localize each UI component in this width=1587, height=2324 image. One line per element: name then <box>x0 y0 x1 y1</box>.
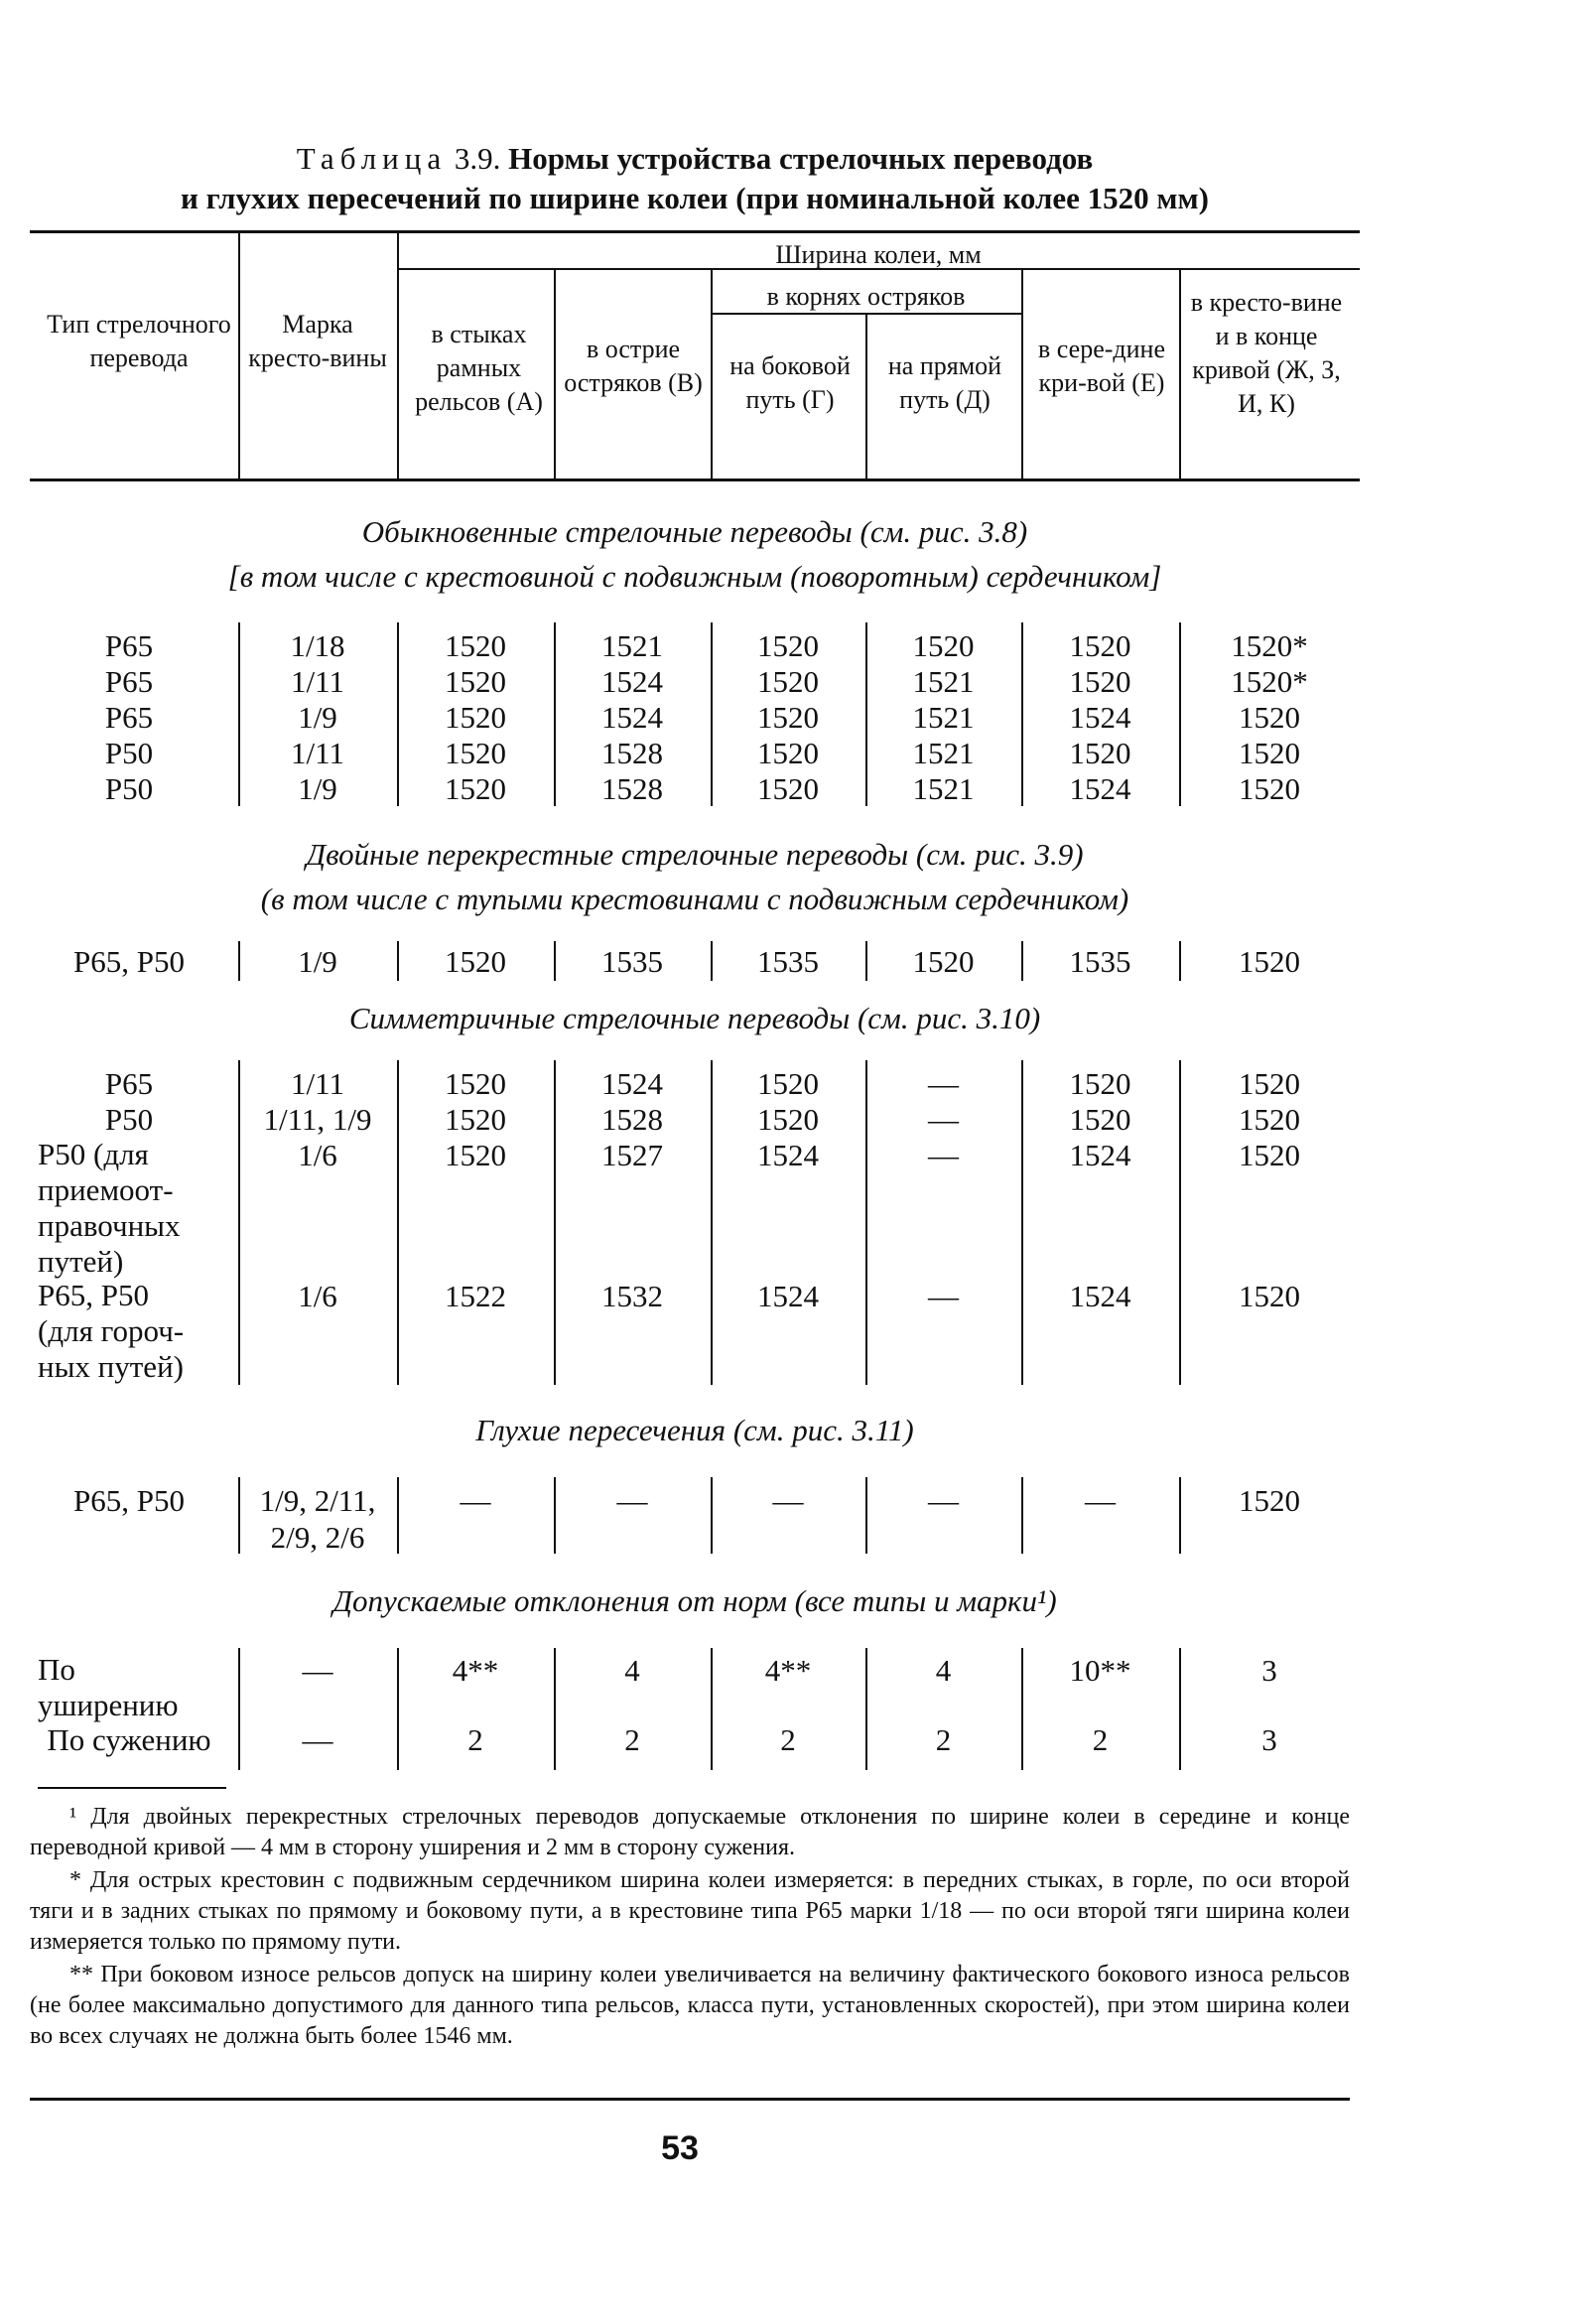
row-mark-value: — <box>302 1653 333 1688</box>
row-type-label: Р50 (для приемоот-правочных путей) <box>38 1137 181 1279</box>
row-width-value: 1520 <box>912 944 975 979</box>
row-type-label: Р50 <box>104 736 154 770</box>
row-type-label: По уширению <box>38 1652 179 1722</box>
row-width-value: 1521 <box>912 664 975 699</box>
row-type-label: Р65 <box>104 664 154 699</box>
header-col-e: в сере-дине кри-вой (Е) <box>1038 335 1165 397</box>
page-bottom-rule <box>30 2098 1350 2101</box>
row-type-label: Р50 <box>104 771 154 806</box>
footnote-star: * Для острых крестовин с подвижным сердечником ширина колеи измеряется: в передних стыках, в горле, по оси второй тяги и в задних стыках по прямому и боковому пути, а в крестовине типа Р65 марки 1/18 — по оси второй тяги ширина колеи измеряется только по прямому пути. <box>30 1867 1350 1955</box>
row-mark-value: 1/11 <box>291 664 344 699</box>
row-mark-value: — <box>302 1722 333 1757</box>
row-width-value: 1520 <box>757 1102 819 1137</box>
row-width-value: 1532 <box>601 1279 663 1313</box>
header-col-a: в стыках рамных рельсов (А) <box>415 320 543 416</box>
row-mark-value: 1/6 <box>298 1279 337 1313</box>
row-width-value: 1520 <box>1069 736 1131 770</box>
header-divider <box>554 268 556 478</box>
row-width-value: 1535 <box>757 944 819 979</box>
table-caption-lead: Таблица <box>296 141 448 176</box>
row-type-label: Р65, Р50 (для гороч-ных путей) <box>38 1278 185 1384</box>
table-title-line1 <box>30 139 1360 179</box>
footnote-rule <box>38 1787 226 1789</box>
section-ordinary-subtitle: [в том числе с крестовиной с подвижным (поворотным) сердечником] <box>227 559 1162 594</box>
row-width-value: 1524 <box>1069 771 1131 806</box>
row-width-value: 4 <box>935 1653 952 1688</box>
row-mark-value: 1/18 <box>290 628 345 663</box>
row-width-value: 1535 <box>601 944 663 979</box>
header-top-rule <box>30 230 1360 233</box>
row-width-value: 1520 <box>1239 1138 1300 1172</box>
row-width-value: 1520 <box>1239 944 1300 979</box>
row-width-value: 1520 <box>757 628 819 663</box>
header-col-d: на прямой путь (Д) <box>887 351 1002 414</box>
row-mark-value: 1/9 <box>298 700 337 735</box>
header-mark: Марка кресто-вины <box>248 310 387 372</box>
row-width-value: — <box>772 1483 804 1518</box>
table-title <box>30 139 1360 218</box>
row-width-value: — <box>460 1483 491 1518</box>
row-width-value: 1520 <box>445 1138 506 1172</box>
header-col-g: на боковой путь (Г) <box>729 351 851 414</box>
footnote-double-star: ** При боковом износе рельсов допуск на ширину колеи увеличивается на величину фактического бокового износа рельсов (не более максимально допустимого для данного типа рельсов, класса пути, установленных скоростей), при этом ширина колеи во всех случаях не должна быть более 1546 мм. <box>30 1962 1350 2049</box>
row-width-value: 1521 <box>601 628 663 663</box>
row-width-value: 1520 <box>912 628 975 663</box>
table-caption-number: 3.9. <box>454 141 501 176</box>
row-width-value: 1520 <box>1069 664 1131 699</box>
row-type-label: Р65, Р50 <box>73 944 185 979</box>
row-width-value: 1524 <box>1069 700 1131 735</box>
header-type: Тип стрелочного перевода <box>47 310 231 372</box>
row-width-value: 1535 <box>1069 944 1131 979</box>
section-double-subtitle: (в том числе с тупыми крестовинами с подвижным сердечником) <box>260 882 1129 916</box>
row-width-value: 2 <box>1092 1722 1109 1757</box>
row-width-value: 1527 <box>601 1138 663 1172</box>
row-width-value: 1520 <box>445 1066 506 1101</box>
table-title-text-2: и глухих пересечений по ширине колеи (при номинальной колее 1520 мм) <box>181 181 1209 215</box>
row-width-value: 1520 <box>1069 1066 1131 1101</box>
header-width-group: Ширина колеи, мм <box>775 240 982 269</box>
header-col-zh: в кресто-вине и в конце кривой (Ж, З, И, К) <box>1190 288 1343 418</box>
row-type-label: Р65 <box>104 628 154 663</box>
row-width-value: 1520 <box>1239 1279 1300 1313</box>
row-mark-value: 1/11 <box>291 1066 344 1101</box>
row-width-value: 1524 <box>601 664 663 699</box>
row-width-value: — <box>928 1102 959 1137</box>
row-width-value: 3 <box>1261 1653 1277 1688</box>
footnote-1: ¹ Для двойных перекрестных стрелочных переводов допускаемые отклонения по ширине колеи в середине и конце переводной кривой — 4 мм в сторону уширения и 2 мм в сторону сужения. <box>30 1804 1350 1860</box>
row-width-value: 2 <box>780 1722 796 1757</box>
row-width-value: 1520 <box>1239 771 1300 806</box>
row-width-value: 1520 <box>1069 1102 1131 1137</box>
row-width-value: — <box>928 1279 959 1313</box>
row-width-value: 1520 <box>1239 736 1300 770</box>
row-width-value: 1520 <box>445 771 506 806</box>
section-double <box>30 832 1360 921</box>
section-symmetric: Симметричные стрелочные переводы (см. рис. 3.10) <box>348 1001 1041 1035</box>
row-width-value: 10** <box>1069 1653 1131 1688</box>
row-mark-value: 1/9 <box>298 771 337 806</box>
row-mark-value: 1/9, 2/11, 2/9, 2/6 <box>259 1483 376 1555</box>
row-width-value: 1520 <box>757 700 819 735</box>
row-width-value: 1520* <box>1231 664 1308 699</box>
row-mark-value: 1/6 <box>298 1138 337 1172</box>
row-width-value: 1520 <box>757 664 819 699</box>
row-width-value: — <box>928 1483 959 1518</box>
row-width-value: 1528 <box>601 1102 663 1137</box>
row-width-value: 1524 <box>757 1138 819 1172</box>
row-width-value: 1520 <box>445 736 506 770</box>
row-width-value: — <box>616 1483 648 1518</box>
row-width-value: 1521 <box>912 700 975 735</box>
row-width-value: 2 <box>467 1722 483 1757</box>
row-mark-value: 1/11, 1/9 <box>263 1102 372 1137</box>
header-divider <box>1021 268 1023 478</box>
row-width-value: 1520 <box>1239 1066 1300 1101</box>
row-width-value: 2 <box>935 1722 952 1757</box>
row-width-value: 1524 <box>601 1066 663 1101</box>
row-width-value: 1520 <box>445 664 506 699</box>
row-width-value: — <box>928 1138 959 1172</box>
section-double-title: Двойные перекрестные стрелочные переводы (см. рис. 3.9) <box>306 837 1084 872</box>
header-bottom-rule <box>30 478 1360 481</box>
row-type-label: Р65 <box>104 1066 154 1101</box>
row-width-value: 1524 <box>757 1279 819 1313</box>
row-width-value: 3 <box>1261 1722 1277 1757</box>
section-crossing: Глухие пересечения (см. рис. 3.11) <box>475 1413 914 1447</box>
row-width-value: 1520 <box>1239 1483 1300 1518</box>
header-col-b: в острие остряков (В) <box>564 335 703 397</box>
row-mark-value: 1/9 <box>298 944 337 979</box>
row-width-value: 1520 <box>1069 628 1131 663</box>
row-width-value: 2 <box>624 1722 640 1757</box>
row-width-value: 1520 <box>445 700 506 735</box>
page-number: 53 <box>661 2129 699 2167</box>
row-width-value: 1522 <box>445 1279 506 1313</box>
row-width-value: 1528 <box>601 736 663 770</box>
table-title-text-1: Нормы устройства стрелочных переводов <box>508 141 1094 176</box>
row-width-value: — <box>928 1066 959 1101</box>
section-ordinary-title: Обыкновенные стрелочные переводы (см. рис. 3.8) <box>361 514 1028 549</box>
row-width-value: 1520 <box>445 628 506 663</box>
section-ordinary <box>30 509 1360 599</box>
row-width-value: — <box>1085 1483 1116 1518</box>
row-type-label: По сужению <box>47 1722 211 1757</box>
row-width-value: 1520* <box>1231 628 1308 663</box>
row-width-value: 1520 <box>1239 700 1300 735</box>
row-type-label: Р50 <box>104 1102 154 1137</box>
row-type-label: Р65, Р50 <box>73 1483 185 1518</box>
row-width-value: 1524 <box>1069 1138 1131 1172</box>
row-width-value: 4** <box>764 1653 812 1688</box>
row-width-value: 1524 <box>601 700 663 735</box>
row-width-value: 4** <box>452 1653 499 1688</box>
row-width-value: 1521 <box>912 736 975 770</box>
header-divider <box>865 313 867 478</box>
header-roots-group: в корнях остряков <box>766 282 966 311</box>
row-width-value: 1521 <box>912 771 975 806</box>
row-mark-value: 1/11 <box>291 736 344 770</box>
header-divider <box>238 230 240 478</box>
row-width-value: 1528 <box>601 771 663 806</box>
header-divider <box>1179 268 1181 478</box>
row-width-value: 1520 <box>757 1066 819 1101</box>
row-width-value: 1520 <box>1239 1102 1300 1137</box>
row-width-value: 1520 <box>757 771 819 806</box>
section-tolerance: Допускаемые отклонения от норм (все типы и марки¹) <box>332 1583 1057 1618</box>
row-width-value: 1524 <box>1069 1279 1131 1313</box>
row-type-label: Р65 <box>104 700 154 735</box>
row-width-value: 1520 <box>445 1102 506 1137</box>
footnotes <box>30 1802 1350 2054</box>
row-width-value: 1520 <box>445 944 506 979</box>
row-width-value: 1520 <box>757 736 819 770</box>
row-width-value: 4 <box>624 1653 640 1688</box>
